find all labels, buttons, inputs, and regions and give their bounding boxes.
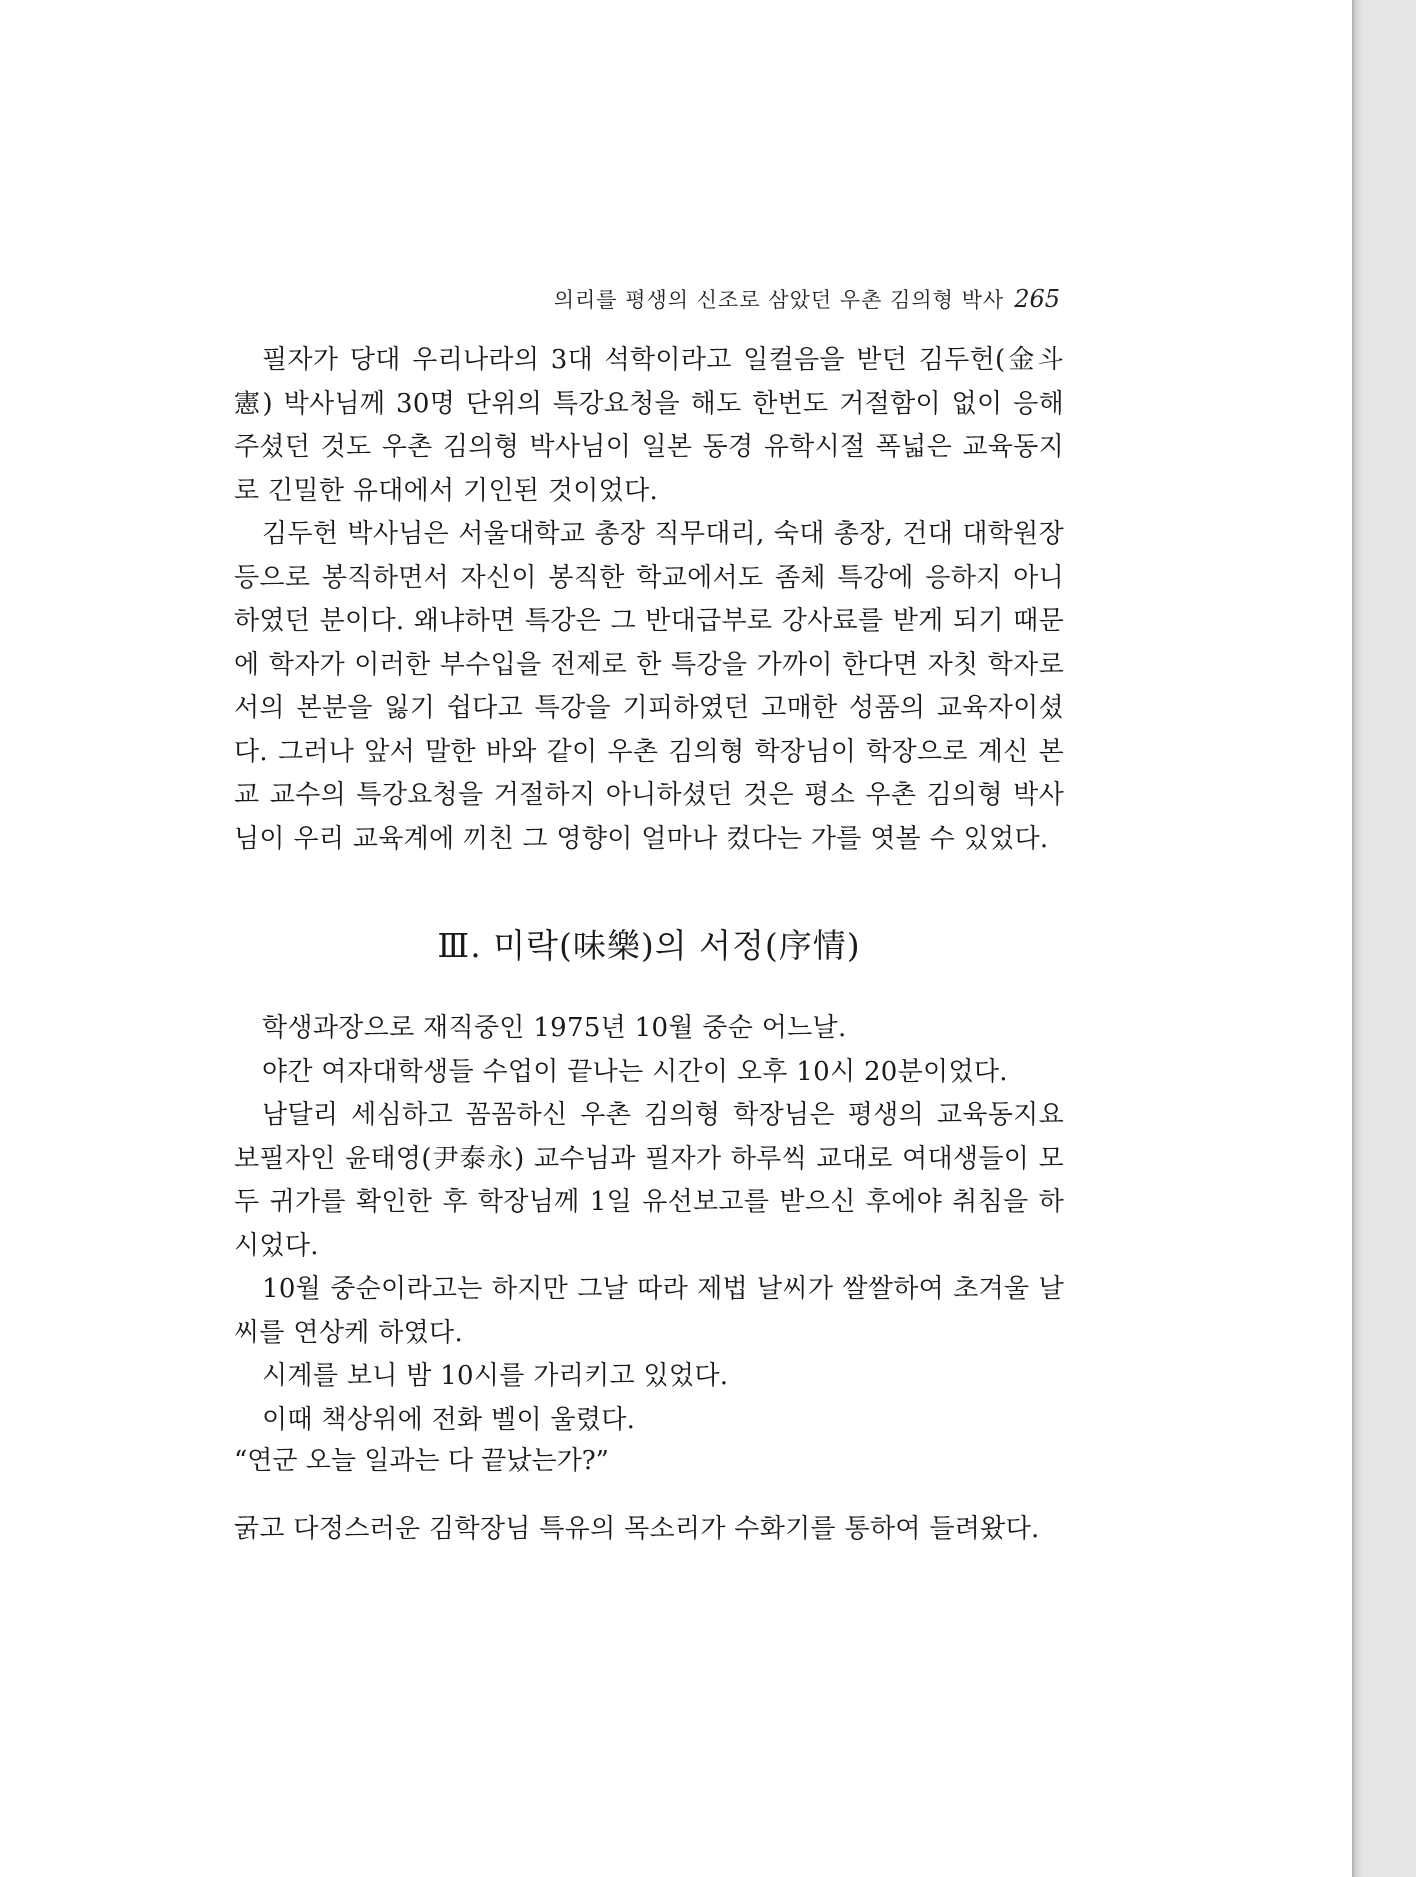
paragraph: 필자가 당대 우리나라의 3대 석학이라고 일컬음을 받던 김두헌(金斗憲) 박사님께 30명 단위의 특강요청을 해도 한번도 거절함이 없이 응해 주셨던 것도 우촌 김의형 박사님이 일본 동경 유학시절 폭넓은 교육동지로 긴밀한 유대에서 기인된 것이었다. [234,345,1064,506]
paragraph: 시계를 보니 밤 10시를 가리키고 있었다. [262,1361,729,1391]
running-title: 의리를 평생의 신조로 삼았던 우촌 김의형 박사 [553,288,1005,312]
paragraph: 야간 여자대학생들 수업이 끝나는 시간이 오후 10시 20분이었다. [262,1056,1008,1087]
body-section-2 [234,1007,1064,1442]
paragraph: 이때 책상위에 전화 벨이 울렸다. [262,1404,636,1435]
paragraph: 학생과장으로 재직중인 1975년 10월 중순 어느날. [262,1013,847,1043]
closing-paragraph [234,1508,1064,1552]
paragraph: 김두헌 박사님은 서울대학교 총장 직무대리, 숙대 총장, 건대 대학원장 등으로 봉직하면서 자신이 봉직한 학교에서도 좀체 특강에 응하지 아니하였던 분이다. 왜냐하면 특강은 그 반대급부로 강사료를 받게 되기 때문에 학자가 이러한 부수입을 전제로 한 특강을 가까이 한다면 자칫 학자로서의 본분을 잃기 쉽다고 특강을 기피하였던 고매한 성품의 교육자이셨다. 그러나 앞서 말한 바와 같이 우촌 김의형 학장님이 학장으로 계신 본교 교수의 특강요청을 거절하지 아니하셨던 것은 평소 우촌 김의형 박사님이 우리 교육계에 끼친 그 영향이 얼마나 컸다는 가를 엿볼 수 있었다. [234,519,1064,854]
body-section-1 [234,339,1064,861]
paragraph: 굵고 다정스러운 김학장님 특유의 목소리가 수화기를 통하여 들려왔다. [234,1514,1040,1544]
running-header [230,284,1060,314]
page-number: 265 [1014,285,1060,313]
section-heading: Ⅲ. 미락(味樂)의 서정(序情) [437,926,861,965]
paragraph: 10월 중순이라고는 하지만 그날 따라 제법 날씨가 쌀쌀하여 초겨울 날씨를 연상케 하였다. [234,1274,1064,1348]
paragraph: 남달리 세심하고 꼼꼼하신 우촌 김의형 학장님은 평생의 교육동지요 보필자인 윤태영(尹泰永) 교수님과 필자가 하루씩 교대로 여대생들이 모두 귀가를 확인한 후 학장님께 1일 유선보고를 받으신 후에야 취침을 하시었다. [234,1100,1064,1261]
page-edge-shadow [1354,0,1362,1877]
dialogue-quote: “연군 오늘 일과는 다 끝났는가?” [234,1446,609,1476]
